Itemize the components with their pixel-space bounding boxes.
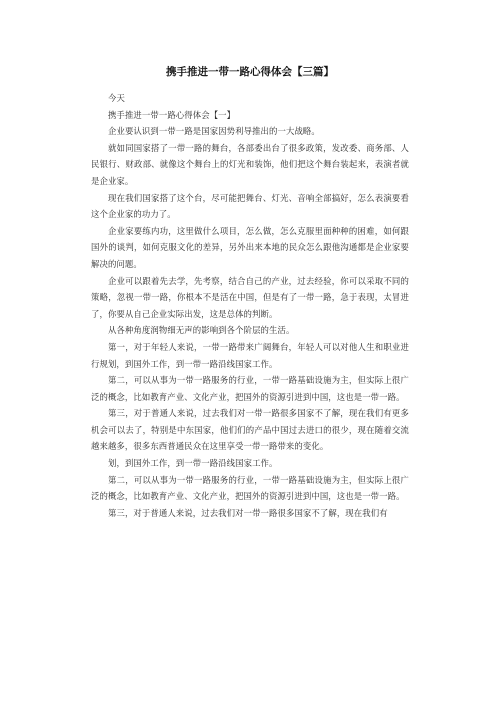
paragraph: 现在我们国家搭了这个台，尽可能把舞台、灯光、音响全部搞好，怎么表演要看这个企业家的功力了。: [91, 192, 409, 220]
paragraph: 第二，可以从事为一带一路服务的行业，一带一路基础设施为主，但实际上很广泛的概念，比如教育产业、文化产业，把国外的资源引进到中国，这也是一带一路。: [91, 375, 409, 402]
section-heading: 携手推进一带一路心得体会【一】: [108, 109, 236, 120]
paragraph: 划，到国外工作，到一带一路沿线国家工作。: [108, 458, 278, 469]
paragraph: 企业家要练内功，这里做什么项目，怎么做，怎么克服里面种种的困难，如何跟国外的谈判，如何克服文化的差异，另外出来本地的民众怎么跟他沟通都是企业家要解决的问题。: [91, 225, 409, 269]
paragraph: 第三，对于普通人来说，过去我们对一带一路很多国家不了解，现在我们有: [108, 507, 388, 518]
document-page: [91, 64, 409, 521]
paragraph: 就如同国家搭了一带一路的舞台，各部委出台了很多政策，发改委、商务部、人民银行、财政部、就像这个舞台上的灯光和装饰，他们把这个舞台装起来，表演者就是企业家。: [91, 142, 409, 186]
paragraph: 企业要认识到一带一路是国家因势利导推出的一大战略。: [108, 126, 320, 137]
paragraph: 第二，可以从事为一带一路服务的行业，一带一路基础设施为主，但实际上很广泛的概念，比如教育产业、文化产业，把国外的资源引进到中国，这也是一带一路。: [91, 474, 409, 502]
paragraph: 企业可以跟着先去学，先考察，结合自己的产业，过去经验，你可以采取不同的策略，忽视一带一路，你根本不是活在中国，但是有了一带一路，急于表现，太冒进了，你要从自己企业实际出发，这是总体的判断。: [91, 275, 409, 319]
paragraph: 第一，对于年轻人来说，一带一路带来广阔舞台，年轻人可以对他人生和职业进行规划，到国外工作，到一带一路沿线国家工作。: [91, 341, 409, 369]
paragraph: 从各种角度润物细无声的影响到各个阶层的生活。: [108, 325, 295, 336]
document-title: 携手推进一带一路心得体会【三篇】: [166, 66, 334, 78]
paragraph: 今天: [108, 93, 125, 103]
paragraph: 第三，对于普通人来说，过去我们对一带一路很多国家不了解，现在我们有更多机会可以去了，特别是中东国家，他们们的产品中国过去进口的很少，现在随着交流越来越多，很多东西普通民众在这里享受一带一路带来的变化。: [91, 408, 409, 452]
